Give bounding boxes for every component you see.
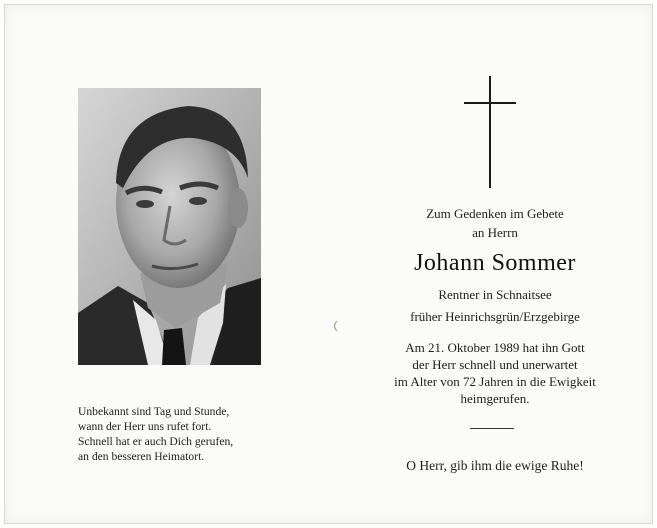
poem [78, 404, 318, 464]
death-line: heimgerufen. [460, 391, 530, 406]
death-line: Am 21. Oktober 1989 hat ihn Gott [405, 340, 585, 355]
portrait-photo [78, 88, 261, 365]
death-line: im Alter von 72 Jahren in die Ewigkeit [394, 374, 596, 389]
gedenken-text [340, 204, 650, 242]
gedenken-line: an Herrn [472, 225, 518, 240]
cross-icon [462, 76, 518, 188]
poem-line: wann der Herr uns rufet fort. [78, 420, 212, 433]
death-notice [340, 339, 650, 407]
gedenken-line: Zum Gedenken im Gebete [426, 206, 564, 221]
blessing-text: O Herr, gib ihm die ewige Ruhe! [406, 458, 584, 473]
deceased-name: Johann Sommer [414, 250, 576, 276]
divider-line [470, 428, 514, 429]
poem-line: Schnell hat er auch Dich gerufen, [78, 435, 234, 448]
poem-line: Unbekannt sind Tag und Stunde, [78, 405, 230, 418]
poem-line: an den besseren Heimatort. [78, 450, 205, 463]
portrait-illustration [78, 88, 261, 365]
paper-mark [331, 320, 339, 332]
death-line: der Herr schnell und unerwartet [412, 357, 578, 372]
origin-line: früher Heinrichsgrün/Erzgebirge [410, 309, 580, 324]
occupation-line: Rentner in Schnaitsee [438, 287, 552, 302]
